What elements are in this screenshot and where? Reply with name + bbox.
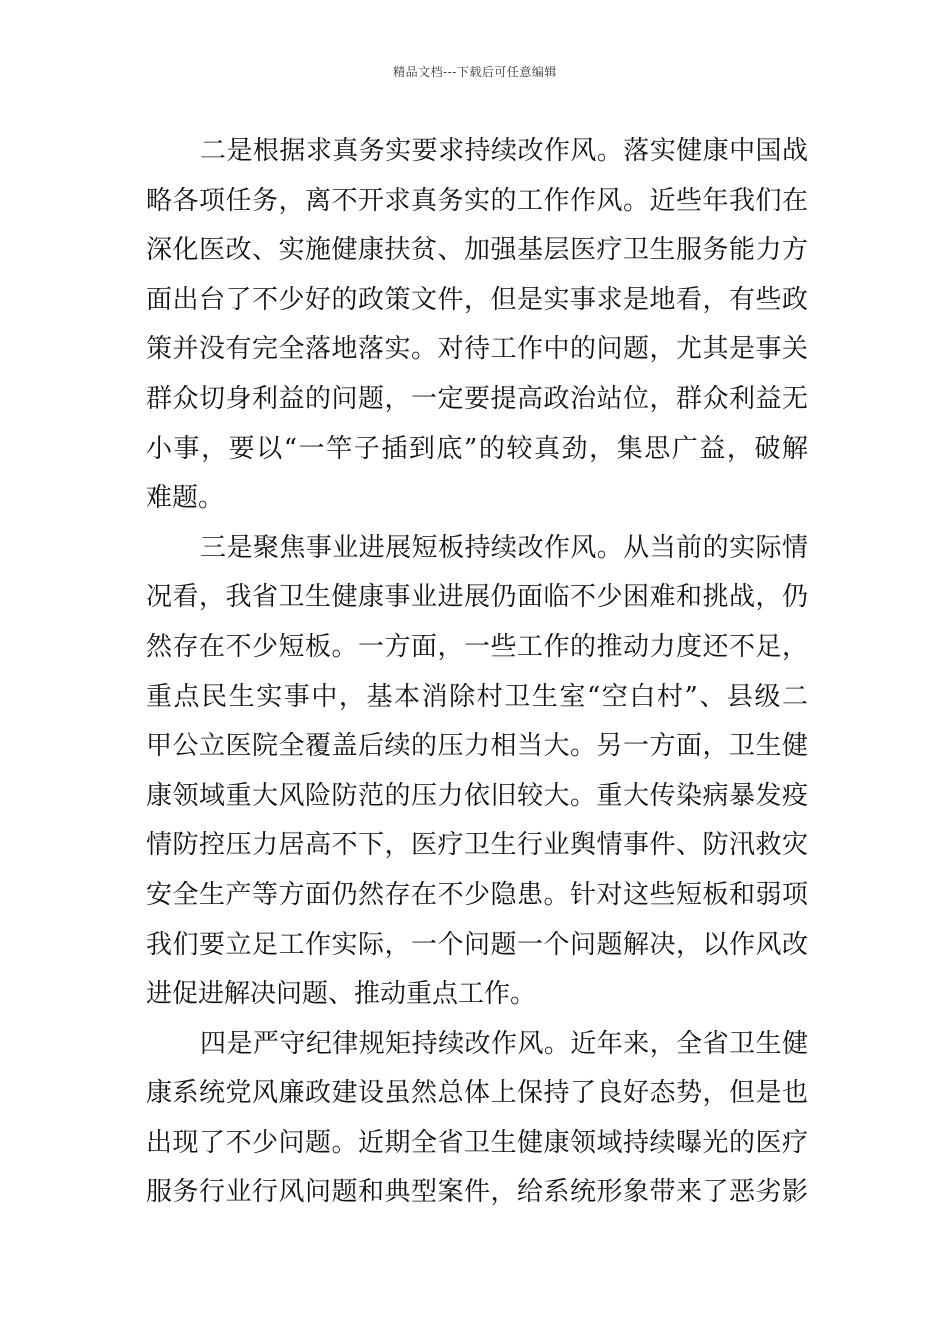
text-line: 安全生产等方面仍然存在不少隐患。针对这些短板和弱项 [146, 879, 808, 910]
text-line: 况看，我省卫生健康事业进展仍面临不少困难和挑战，仍 [146, 582, 808, 613]
text-line: 出现了不少问题。近期全省卫生健康领域持续曝光的医疗 [146, 1127, 808, 1158]
page-header: 精品文档---下载后可任意编辑 [393, 65, 557, 79]
text-line: 进促进解决问题、推动重点工作。 [146, 979, 537, 1010]
text-line: 略各项任务，离不开求真务实的工作作风。近些年我们在 [146, 185, 808, 216]
text-line: 四是严守纪律规矩持续改作风。近年来，全省卫生健 [200, 1028, 808, 1059]
text-line: 甲公立医院全覆盖后续的压力相当大。另一方面，卫生健 [146, 731, 808, 762]
document-body [146, 127, 808, 1218]
text-line: 康领域重大风险防范的压力依旧较大。重大传染病暴发疫 [146, 780, 808, 811]
text-line: 服务行业行风问题和典型案件，给系统形象带来了恶劣影 [146, 1177, 808, 1208]
paragraph-2 [146, 127, 808, 524]
text-line: 然存在不少短板。一方面，一些工作的推动力度还不足， [146, 631, 808, 662]
text-line: 小事，要以“一竿子插到底”的较真劲，集思广益，破解 [146, 433, 808, 464]
paragraph-4 [146, 1020, 808, 1218]
text-line: 康系统党风廉政建设虽然总体上保持了良好态势，但是也 [146, 1078, 808, 1109]
text-line: 策并没有完全落地落实。对待工作中的问题，尤其是事关 [146, 334, 808, 365]
paragraph-3 [146, 524, 808, 1020]
text-line: 难题。 [146, 483, 225, 514]
text-line: 二是根据求真务实要求持续改作风。落实健康中国战 [200, 136, 808, 166]
text-line: 面出台了不少好的政策文件，但是实事求是地看，有些政 [146, 284, 808, 315]
text-line: 三是聚焦事业进展短板持续改作风。从当前的实际情 [200, 532, 808, 563]
text-line: 我们要立足工作实际，一个问题一个问题解决，以作风改 [146, 929, 808, 960]
text-line: 群众切身利益的问题，一定要提高政治站位，群众利益无 [146, 383, 808, 414]
text-line: 重点民生实事中，基本消除村卫生室“空白村”、县级二 [146, 681, 808, 712]
text-line: 情防控压力居高不下，医疗卫生行业舆情事件、防汛救灾 [146, 830, 808, 861]
text-line: 深化医改、实施健康扶贫、加强基层医疗卫生服务能力方 [146, 235, 808, 266]
